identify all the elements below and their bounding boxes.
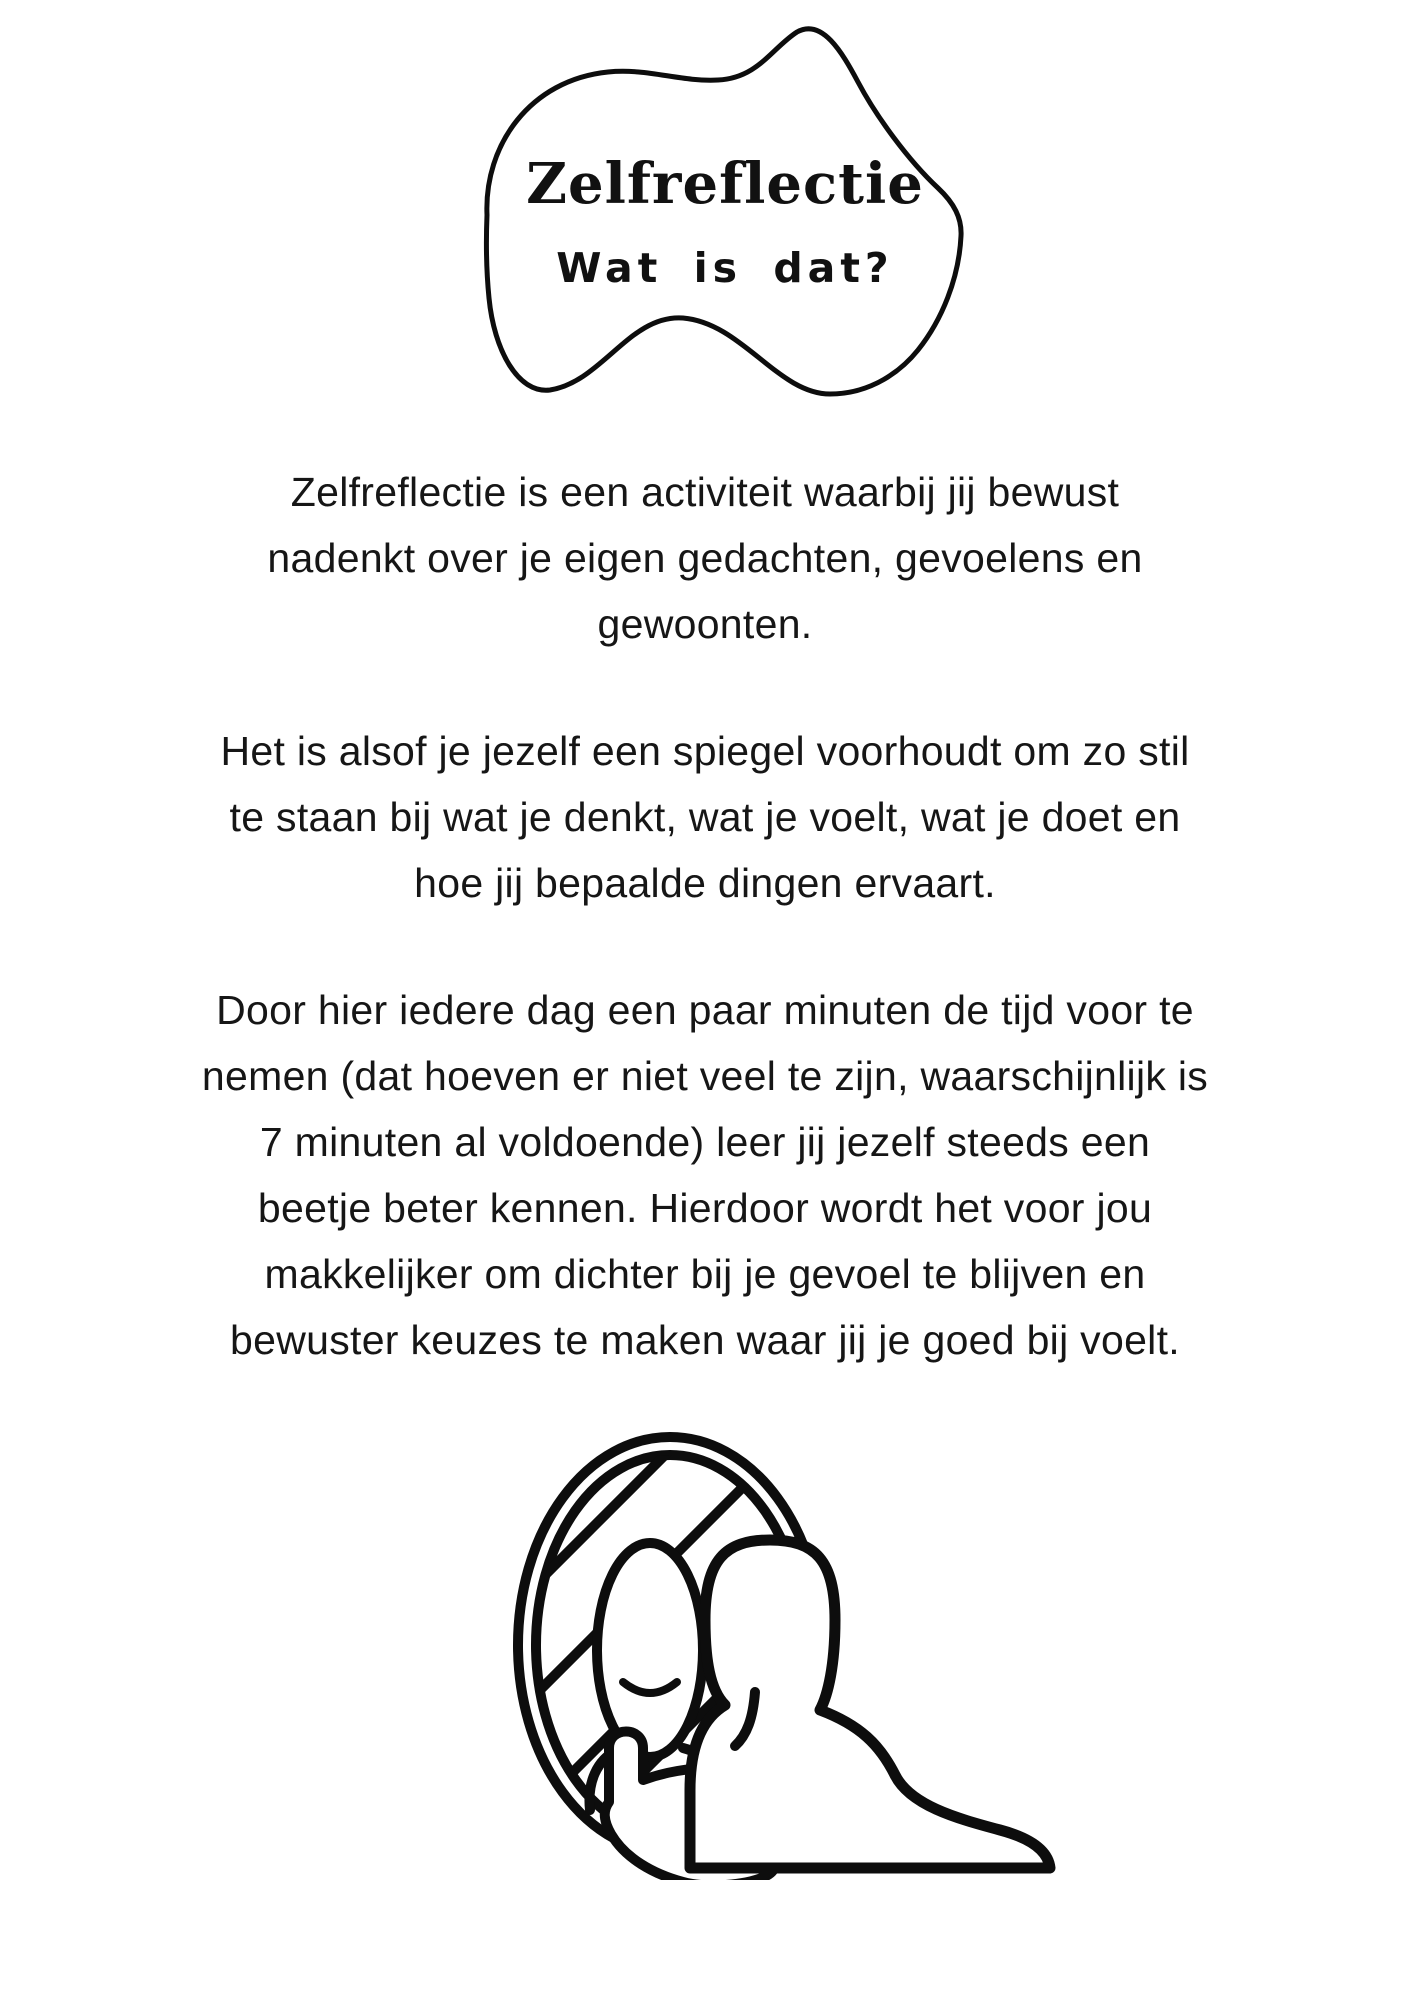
paragraph-line: beetje beter kennen. Hierdoor wordt het voor jou — [257, 1185, 1153, 1231]
paragraph-mirror — [0, 718, 1410, 916]
paragraph-line: gewoonten. — [597, 601, 813, 647]
paragraph-daily-practice — [0, 977, 1410, 1373]
header-badge — [480, 20, 970, 400]
paragraph-line: 7 minuten al voldoende) leer jij jezelf steeds een — [259, 1119, 1151, 1165]
person-back-silhouette — [690, 1540, 1050, 1868]
page-title: Zelfreflectie — [526, 151, 924, 217]
reflection-face — [597, 1543, 703, 1757]
paragraph-line: nemen (dat hoeven er niet veel te zijn, waarschijnlijk is — [201, 1053, 1209, 1099]
paragraph-intro — [0, 459, 1410, 657]
paragraph-line: Het is alsof je jezelf een spiegel voorhoudt om zo stil — [220, 728, 1190, 774]
mirror-illustration — [505, 1430, 1065, 1880]
paragraph-line: makkelijker om dichter bij je gevoel te blijven en — [264, 1251, 1146, 1297]
paragraph-line: te staan bij wat je denkt, wat je voelt, wat je doet en — [229, 794, 1181, 840]
person-mirror-thumbs-up-icon — [505, 1430, 1065, 1880]
paragraph-line: hoe jij bepaalde dingen ervaart. — [414, 860, 996, 906]
paragraph-line: Zelfreflectie is een activiteit waarbij jij bewust — [290, 469, 1120, 515]
page-subtitle: Wat is dat? — [556, 244, 894, 292]
paragraph-line: nadenkt over je eigen gedachten, gevoelens en — [267, 535, 1143, 581]
paragraph-line: bewuster keuzes te maken waar jij je goed bij voelt. — [230, 1317, 1180, 1363]
paragraph-line: Door hier iedere dag een paar minuten de tijd voor te — [216, 987, 1194, 1033]
